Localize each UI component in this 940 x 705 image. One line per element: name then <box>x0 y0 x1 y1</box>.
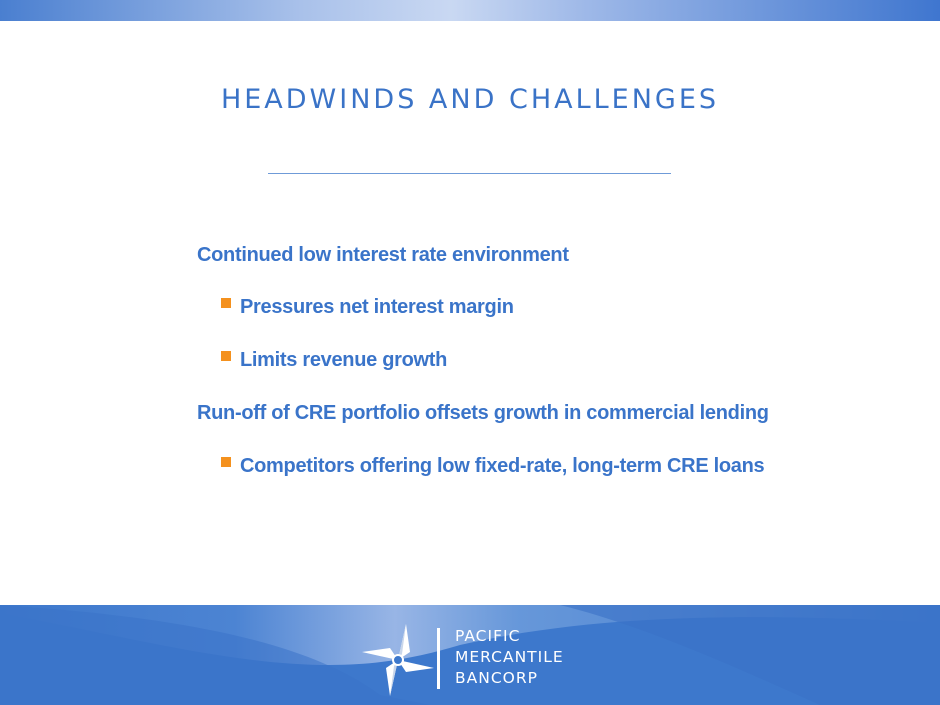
bullet-level2: Pressures net interest margin <box>240 296 514 318</box>
square-bullet-icon <box>221 298 231 308</box>
pinwheel-logo-icon <box>360 622 436 698</box>
logo-divider <box>437 628 440 689</box>
square-bullet-icon <box>221 457 231 467</box>
logo-line-1: PACIFIC <box>455 627 521 645</box>
company-logo <box>360 622 610 698</box>
bullet-level2: Limits revenue growth <box>240 349 448 371</box>
square-bullet-icon <box>221 351 231 361</box>
bullet-level2: Competitors offering low fixed-rate, long-term CRE loans <box>240 455 765 477</box>
top-gradient-band <box>0 0 940 21</box>
logo-line-2: MERCANTILE <box>455 648 564 666</box>
bullet-level1: Run-off of CRE portfolio offsets growth in commercial lending <box>197 402 769 424</box>
bullet-level1: Continued low interest rate environment <box>197 244 569 266</box>
logo-line-3: BANCORP <box>455 669 538 687</box>
slide-title: HEADWINDS AND CHALLENGES <box>220 84 720 115</box>
logo-wordmark <box>455 626 564 689</box>
title-divider <box>268 173 671 174</box>
